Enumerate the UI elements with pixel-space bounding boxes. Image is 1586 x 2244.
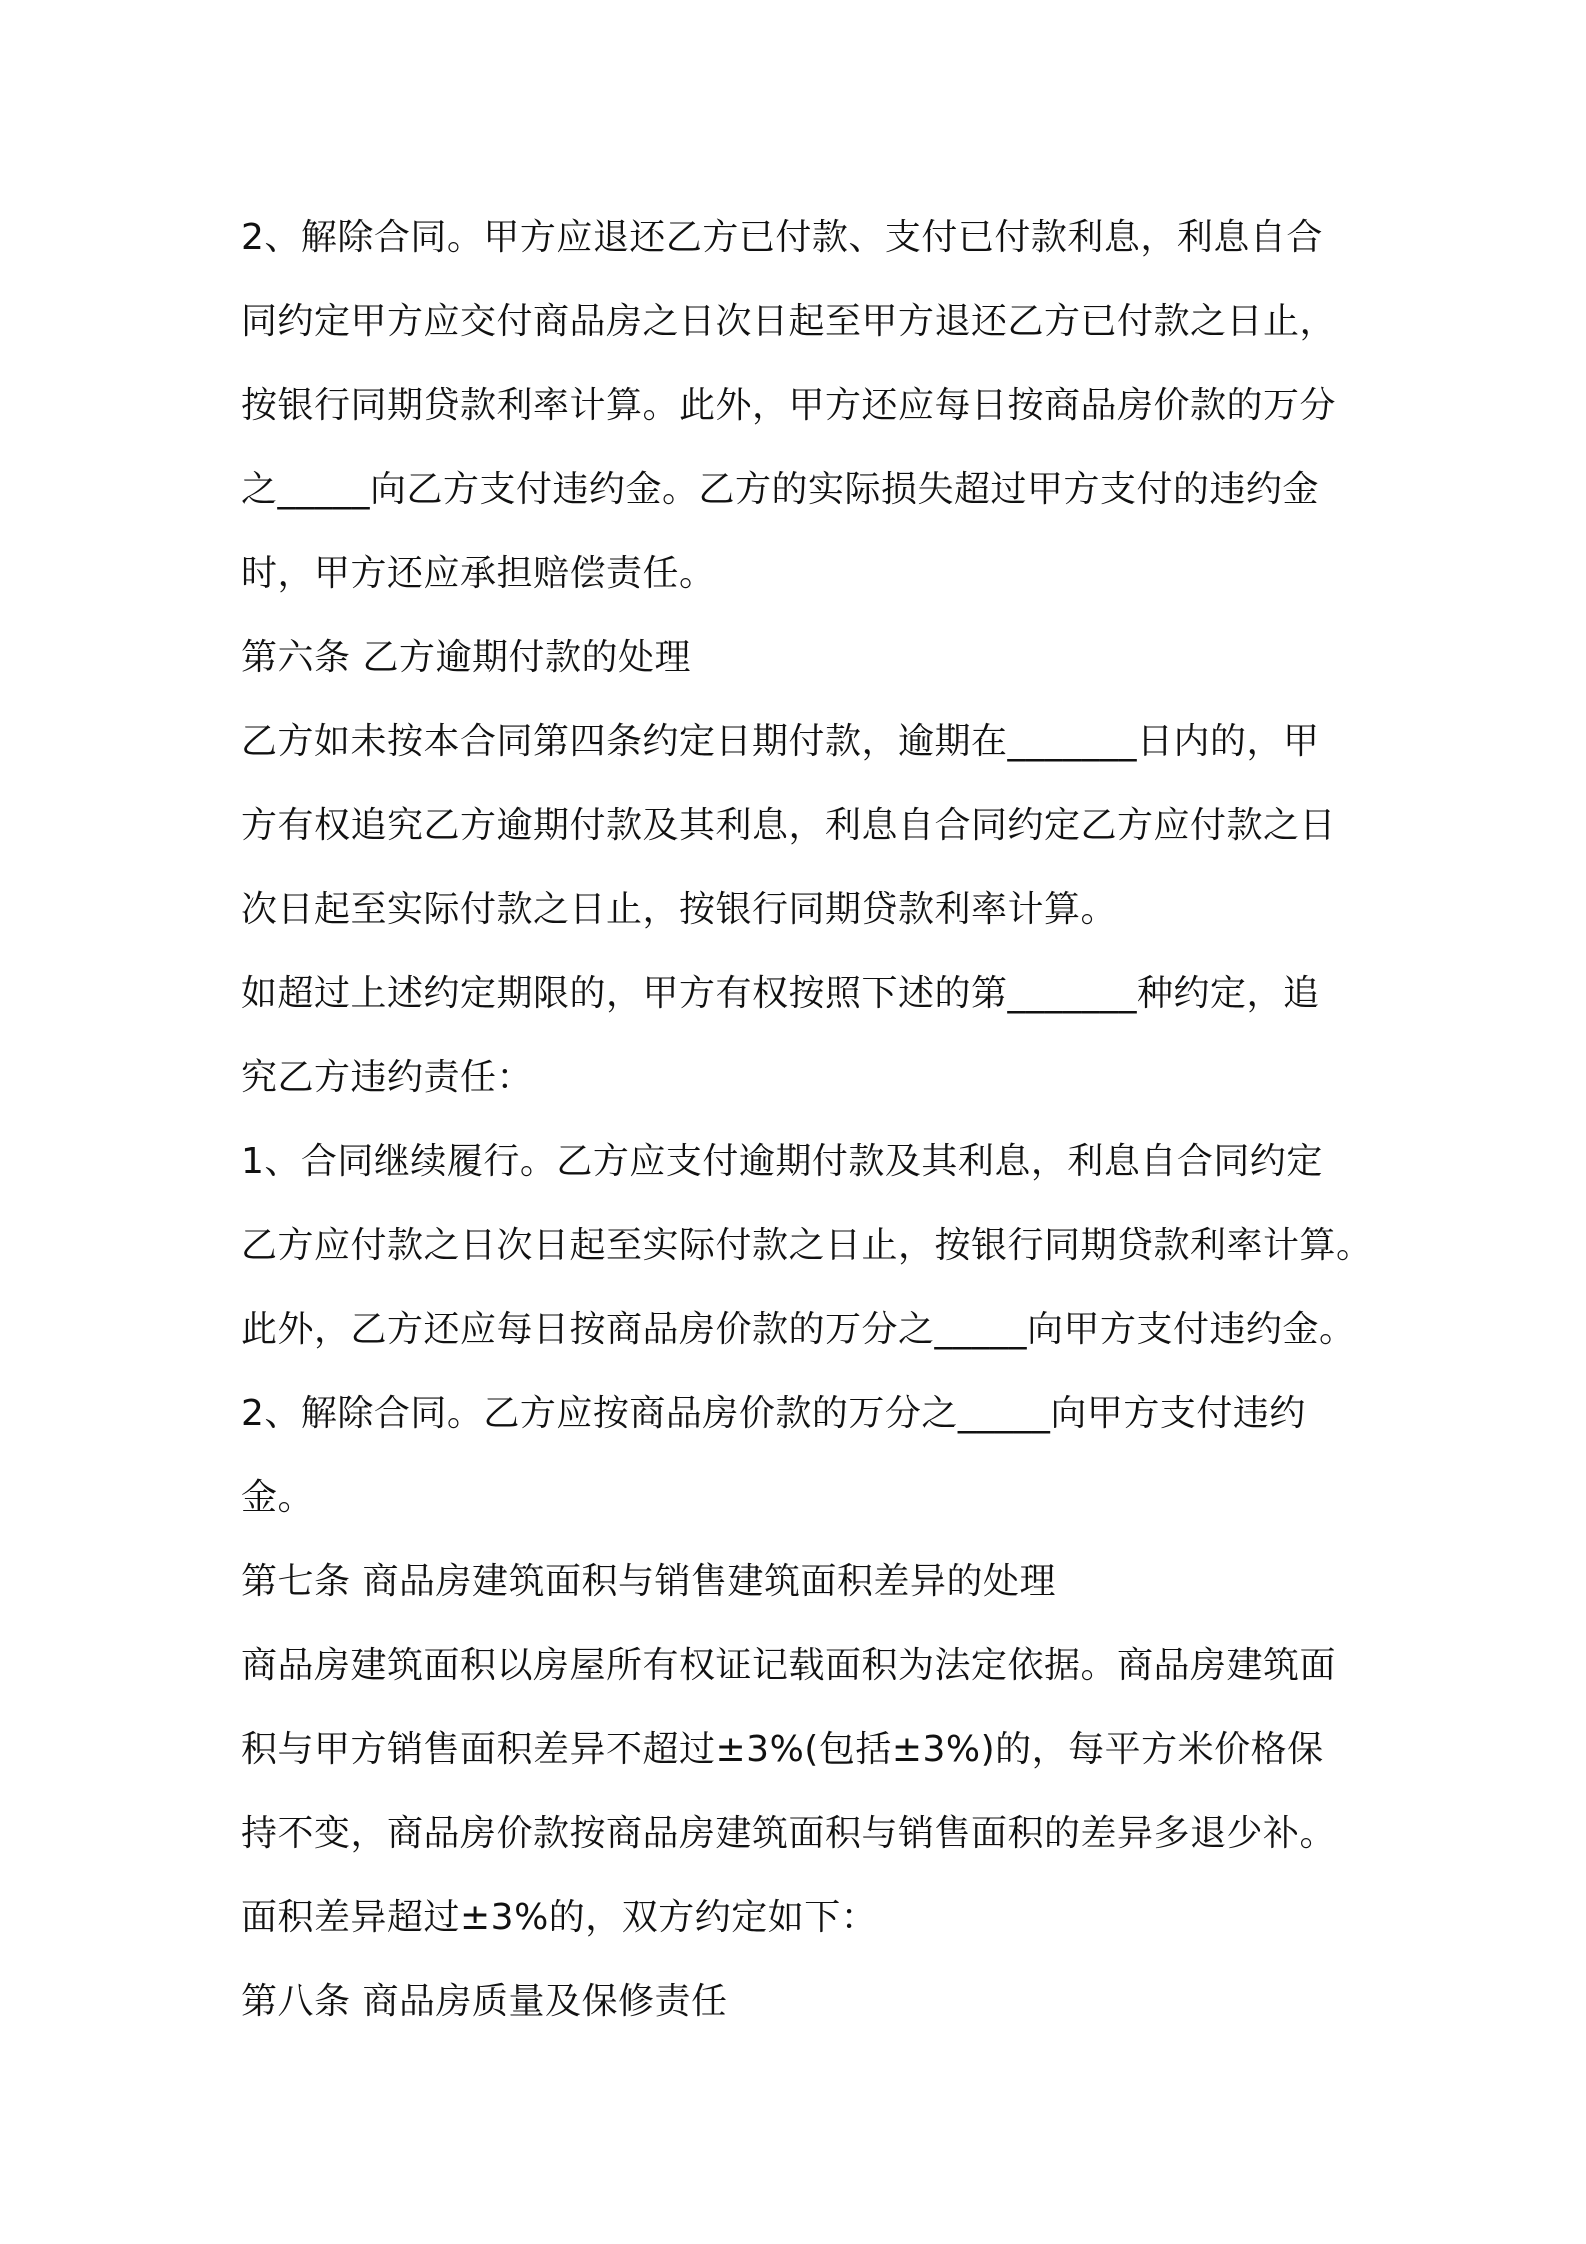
- text-line: 金。: [241, 1477, 315, 1518]
- text-line: 方有权追究乙方逾期付款及其利息，利息自合同约定乙方应付款之日: [241, 805, 1337, 846]
- text-line: 面积差异超过±3%的，双方约定如下：: [241, 1897, 878, 1938]
- text-line: 按银行同期贷款利率计算。此外，甲方还应每日按商品房价款的万分: [241, 385, 1337, 426]
- text-line: 之_____向乙方支付违约金。乙方的实际损失超过甲方支付的违约金: [241, 469, 1320, 510]
- section-heading-8: 第八条 商品房质量及保修责任: [241, 1981, 728, 2022]
- document-body: [241, 196, 1381, 2044]
- text-line: 次日起至实际付款之日止，按银行同期贷款利率计算。: [241, 889, 1118, 930]
- section-heading-7: 第七条 商品房建筑面积与销售建筑面积差异的处理: [241, 1561, 1056, 1602]
- text-line: 1、合同继续履行。乙方应支付逾期付款及其利息，利息自合同约定: [241, 1141, 1323, 1182]
- text-line: 2、解除合同。乙方应按商品房价款的万分之_____向甲方支付违约: [241, 1393, 1306, 1434]
- text-line: 商品房建筑面积以房屋所有权证记载面积为法定依据。商品房建筑面: [241, 1645, 1337, 1686]
- text-line: 时，甲方还应承担赔偿责任。: [241, 553, 716, 594]
- text-line: 此外，乙方还应每日按商品房价款的万分之_____向甲方支付违约金。: [241, 1309, 1356, 1350]
- text-line: 乙方如未按本合同第四条约定日期付款，逾期在_______日内的，甲: [241, 721, 1320, 762]
- text-line: 究乙方违约责任：: [241, 1057, 534, 1098]
- text-line: 2、解除合同。甲方应退还乙方已付款、支付已付款利息，利息自合: [241, 217, 1323, 258]
- text-line: 同约定甲方应交付商品房之日次日起至甲方退还乙方已付款之日止，: [241, 301, 1337, 342]
- text-line: 积与甲方销售面积差异不超过±3%(包括±3%)的，每平方米价格保: [241, 1729, 1324, 1770]
- text-line: 如超过上述约定期限的，甲方有权按照下述的第_______种约定，追: [241, 973, 1320, 1014]
- text-line: 持不变，商品房价款按商品房建筑面积与销售面积的差异多退少补。: [241, 1813, 1337, 1854]
- section-heading-6: 第六条 乙方逾期付款的处理: [241, 637, 691, 678]
- text-line: 乙方应付款之日次日起至实际付款之日止，按银行同期贷款利率计算。: [241, 1225, 1373, 1266]
